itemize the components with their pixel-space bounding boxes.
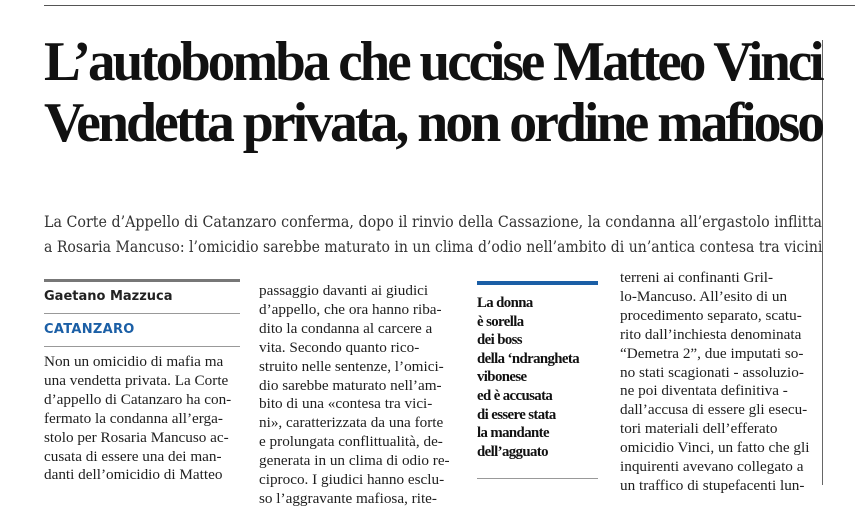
text-line: vita. Secondo quanto rico- <box>259 338 420 356</box>
text-line: lo-Mancuso. All’esito di un <box>620 287 788 305</box>
pull-quote-line: è sorella <box>477 313 524 330</box>
pull-quote-line: della ‘ndrangheta <box>477 350 580 367</box>
text-line: e prolungata conflittualità, de- <box>259 433 443 451</box>
text-line: inquirenti avevano collegato a <box>620 458 804 476</box>
text-line: stolo per Rosaria Mancuso ac- <box>44 428 229 446</box>
text-line: terreni ai confinanti Gril- <box>620 269 774 286</box>
pull-quote-sidebar <box>477 294 602 461</box>
sidebar-bottom-rule <box>477 478 598 479</box>
pull-quote-line: dell’agguato <box>477 443 548 460</box>
text-line: passaggio davanti ai giudici <box>259 282 429 299</box>
text-line: “Demetra 2”, due imputati so- <box>620 344 804 362</box>
text-line: rito dall’inchiesta denominata <box>620 325 802 343</box>
text-line: ne poi diventata definitiva - <box>620 382 788 400</box>
article-column-1 <box>44 353 240 485</box>
text-line: dito la condanna al carcere a <box>259 319 433 337</box>
byline-divider <box>44 313 240 314</box>
text-line: no stati scagionati - assoluzio- <box>620 363 804 381</box>
text-line: procedimento separato, scatu- <box>620 306 802 324</box>
text-line: danti dell’omicidio di Matteo <box>44 466 223 484</box>
subhead-line-1: La Corte d’Appello di Catanzaro conferma, dopo il rinvio della Cassazione, la condanna all’ergastolo inflitta <box>44 213 823 231</box>
pull-quote-line: La donna <box>477 295 533 311</box>
author-name: Gaetano Mazzuca <box>44 289 173 304</box>
sidebar-accent-rule <box>477 281 598 285</box>
text-line: tori materiali dell’efferato <box>620 420 778 438</box>
subhead-line-2: a Rosaria Mancuso: l’omicidio sarebbe maturato in un clima d’odio nell’ambito di un’antica contesa tra vicini <box>44 238 823 256</box>
text-line: cusata di essere una dei man- <box>44 447 222 465</box>
pull-quote-line: dei boss <box>477 332 522 349</box>
text-line: ni», caratterizzata da una forte <box>259 414 444 432</box>
byline-divider <box>44 346 240 347</box>
pull-quote-line: ed è accusata <box>477 387 553 404</box>
text-line: d’appello, che ora hanno riba- <box>259 300 442 318</box>
text-line: ciproco. I giudici hanno esclu- <box>259 471 445 489</box>
text-line: una vendetta privata. La Corte <box>44 371 229 389</box>
text-line: struito nelle sentenze, l’omici- <box>259 357 444 375</box>
text-line: dall’accusa di essere gli esecu- <box>620 401 808 419</box>
article-column-2 <box>259 282 455 509</box>
headline-line-1: L’autobomba che uccise Matteo Vinci <box>44 31 822 93</box>
text-line: bito di una «contesa tra vici- <box>259 395 433 413</box>
pull-quote-line: la mandante <box>477 425 549 442</box>
pull-quote-line: di essere stata <box>477 406 556 423</box>
text-line: Non un omicidio di mafia ma <box>44 353 224 370</box>
article-column-4 <box>620 269 816 496</box>
column-divider <box>822 40 823 485</box>
text-line: un traffico di stupefacenti lun- <box>620 476 805 494</box>
text-line: fermato la condanna all’erga- <box>44 409 223 427</box>
dateline-place: CATANZARO <box>44 322 135 337</box>
text-line: d’appello di Catanzaro ha con- <box>44 390 232 408</box>
text-line: omicidio Vinci, un fatto che gli <box>620 439 810 457</box>
text-line: so l’aggravante mafiosa, rite- <box>259 489 437 507</box>
pull-quote-line: vibonese <box>477 369 527 386</box>
byline-rule <box>44 279 240 282</box>
text-line: dio sarebbe maturato nell’am- <box>259 376 442 394</box>
headline-line-2: Vendetta privata, non ordine mafioso <box>44 92 823 154</box>
top-rule <box>44 5 855 6</box>
text-line: generata in un clima di odio re- <box>259 452 450 470</box>
